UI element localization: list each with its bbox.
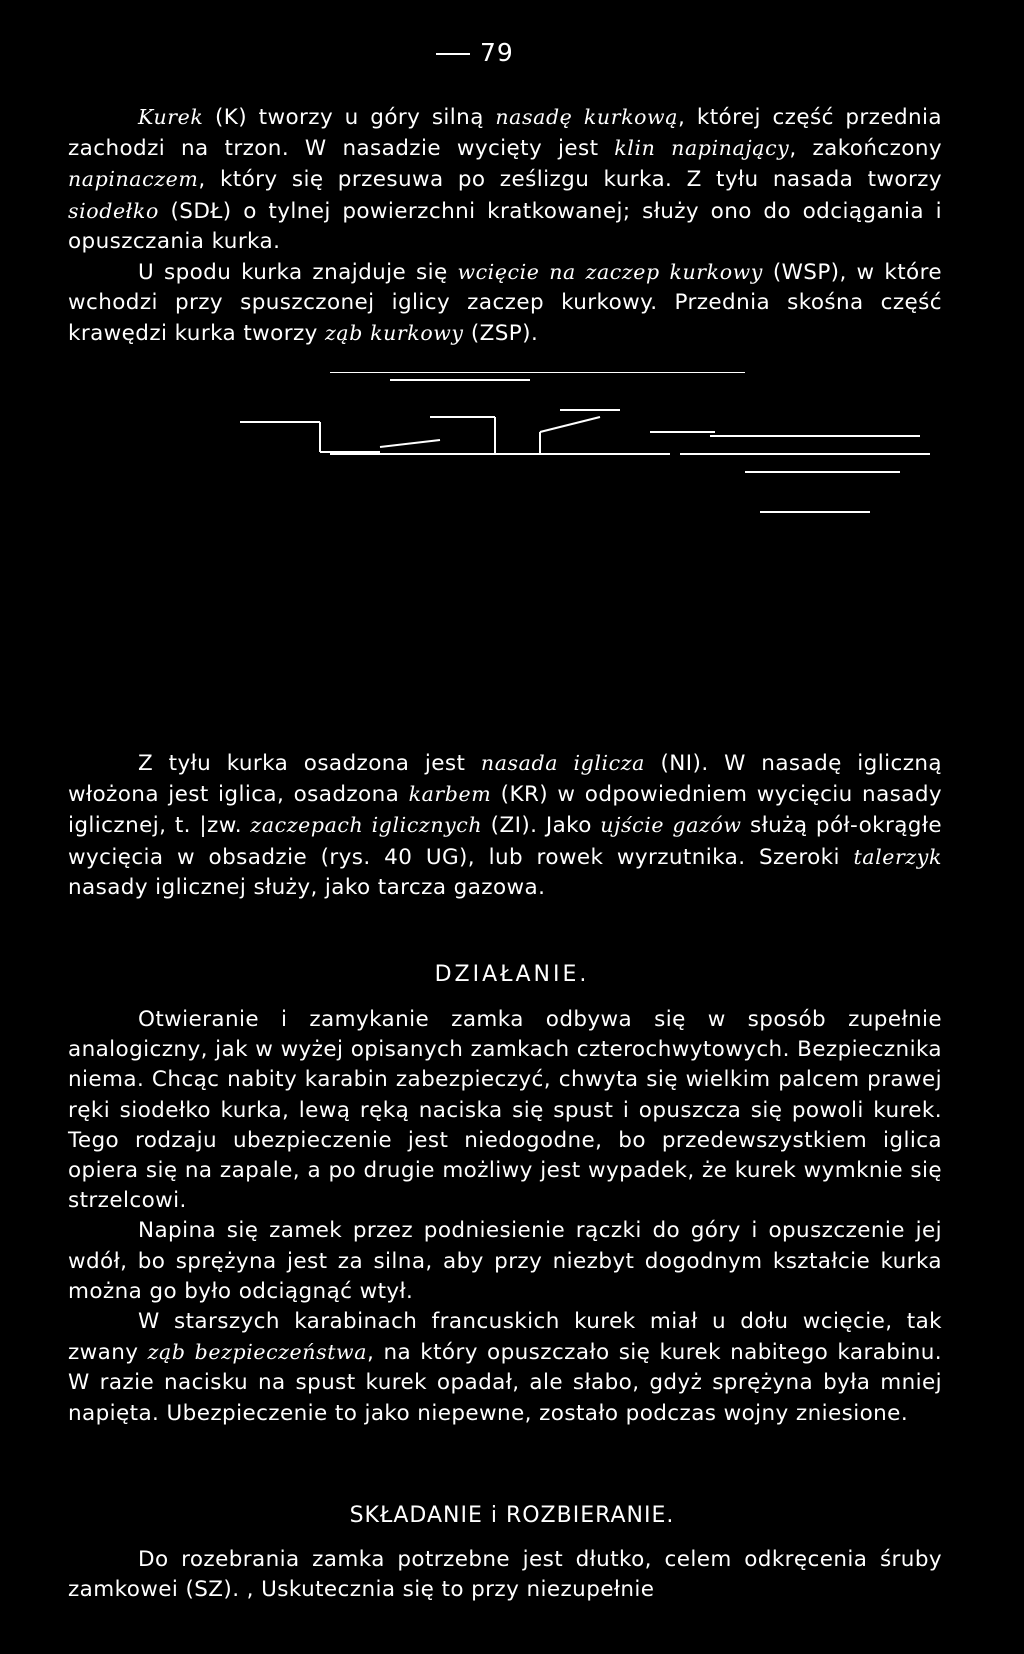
heading-skladanie: SKŁADANIE i ROZBIERANIE. <box>349 1503 675 1528</box>
action-paragraph <box>68 1216 942 1307</box>
heading-dzialanie: DZIAŁANIE. <box>434 962 590 987</box>
action-paragraph <box>68 1307 942 1429</box>
text-run: nasady iglicznej służy, jako tarcza gazowa. <box>68 874 546 900</box>
text-run: W starszych karabinach francuskich kurek miał u dołu wcięcie, tak zwany <box>68 1309 942 1366</box>
italic-term: nasada iglicza <box>480 751 645 775</box>
text-run: (NI). W nasadę igliczną włożona jest iglica, osadzona <box>68 751 942 808</box>
text-run: , której część przednia zachodzi na trzon. W nasadzie wycięty jest <box>68 105 943 162</box>
text-run: Napina się zamek przez podniesienie rączki do góry i opuszczenie jej wdół, bo sprężyna jest za silna, aby przy niezbyt dogodnym kształcie kurka można go było odciągnąć wtył. <box>68 1218 942 1304</box>
middle-paragraph <box>68 748 942 903</box>
action-section <box>68 1005 942 1429</box>
text-run: (ZSP). <box>463 321 539 347</box>
text-run: (ZI). Jako <box>482 813 601 839</box>
italic-term: Kurek <box>138 105 204 129</box>
italic-term: napinaczem <box>68 167 199 192</box>
page-number-text: 79 <box>480 38 514 67</box>
text-run: Do rozebrania zamka potrzebne jest dłutko, celem odkręcenia śruby zamkowei (SZ). , Uskutecznia się to przy niezupełnie <box>68 1547 942 1603</box>
italic-term: ujście gazów <box>600 813 742 838</box>
italic-term: nasadę kurkową <box>495 105 679 129</box>
assembly-section <box>68 1545 942 1605</box>
intro-section <box>68 102 942 350</box>
intro-paragraph <box>68 257 942 350</box>
text-run: (KR) w odpowiedniem wycięciu nasady iglicznej, t. |zw. <box>68 782 942 839</box>
assembly-paragraph <box>68 1545 942 1605</box>
italic-term: siodełko <box>68 198 159 223</box>
italic-term: zaczepach iglicznych <box>250 813 483 838</box>
italic-term: ząb kurkowy <box>325 321 464 346</box>
text-run: , zakończony <box>789 136 942 162</box>
action-paragraph <box>68 1005 942 1216</box>
text-run: U spodu kurka znajduje się <box>138 260 458 286</box>
page-number-dash <box>436 53 470 55</box>
figure-bolt-diagram <box>240 372 930 532</box>
italic-term: talerzyk <box>853 844 942 869</box>
page-number <box>436 38 514 67</box>
italic-term: wcięcie na zaczep kurkowy <box>457 260 763 285</box>
italic-term: karbem <box>408 782 492 807</box>
text-run: Otwieranie i zamykanie zamka odbywa się w sposób zupełnie analogiczny, jak w wyżej opisanych zamkach czterochwytowych. Bezpiecznika niema. Chcąc nabity karabin zabezpieczyć, chwyta się wielkim palcem prawej ręki siodełko kurka, lewą ręką naciska się spust i opuszcza się powoli kurek. Tego rodzaju ubezpieczenie jest niedogodne, bo przedewszystkiem iglica opiera się na zapale, a po drugie możliwy jest wypadek, że kurek wymknie się strzelcowi. <box>68 1007 942 1214</box>
text-run: (WSP), w które wchodzi przy spuszczonej iglicy zaczep kurkowy. Przednia skośna część krawędzi kurka tworzy <box>68 260 942 347</box>
text-run: Z tyłu kurka osadzona jest <box>138 751 481 776</box>
intro-paragraph <box>68 102 942 257</box>
text-run: służą pół-okrągłe wycięcia w obsadzie (rys. 40 UG), lub rowek wyrzutnika. Szeroki <box>68 813 942 870</box>
text-run: , który się przesuwa po ześlizgu kurka. Z tyłu nasada tworzy <box>198 167 942 193</box>
text-run: , na który opuszczało się kurek nabitego karabinu. W razie nacisku na spust kurek opadał, ale słabo, gdyż sprężyna była mniej napięta. Ubezpieczenie to jako niepewne, zostało podczas wojny zniesione. <box>68 1340 942 1426</box>
text-run: (SDŁ) o tylnej powierzchni kratkowanej; służy ono do odciągania i opuszczania kurka. <box>68 198 942 254</box>
italic-term: ząb bezpieczeństwa <box>147 1340 368 1365</box>
diagram-lines <box>240 372 930 532</box>
italic-term: klin napinający <box>614 136 790 161</box>
middle-section <box>68 748 942 903</box>
text-run: (K) tworzy u góry silną <box>203 105 496 130</box>
